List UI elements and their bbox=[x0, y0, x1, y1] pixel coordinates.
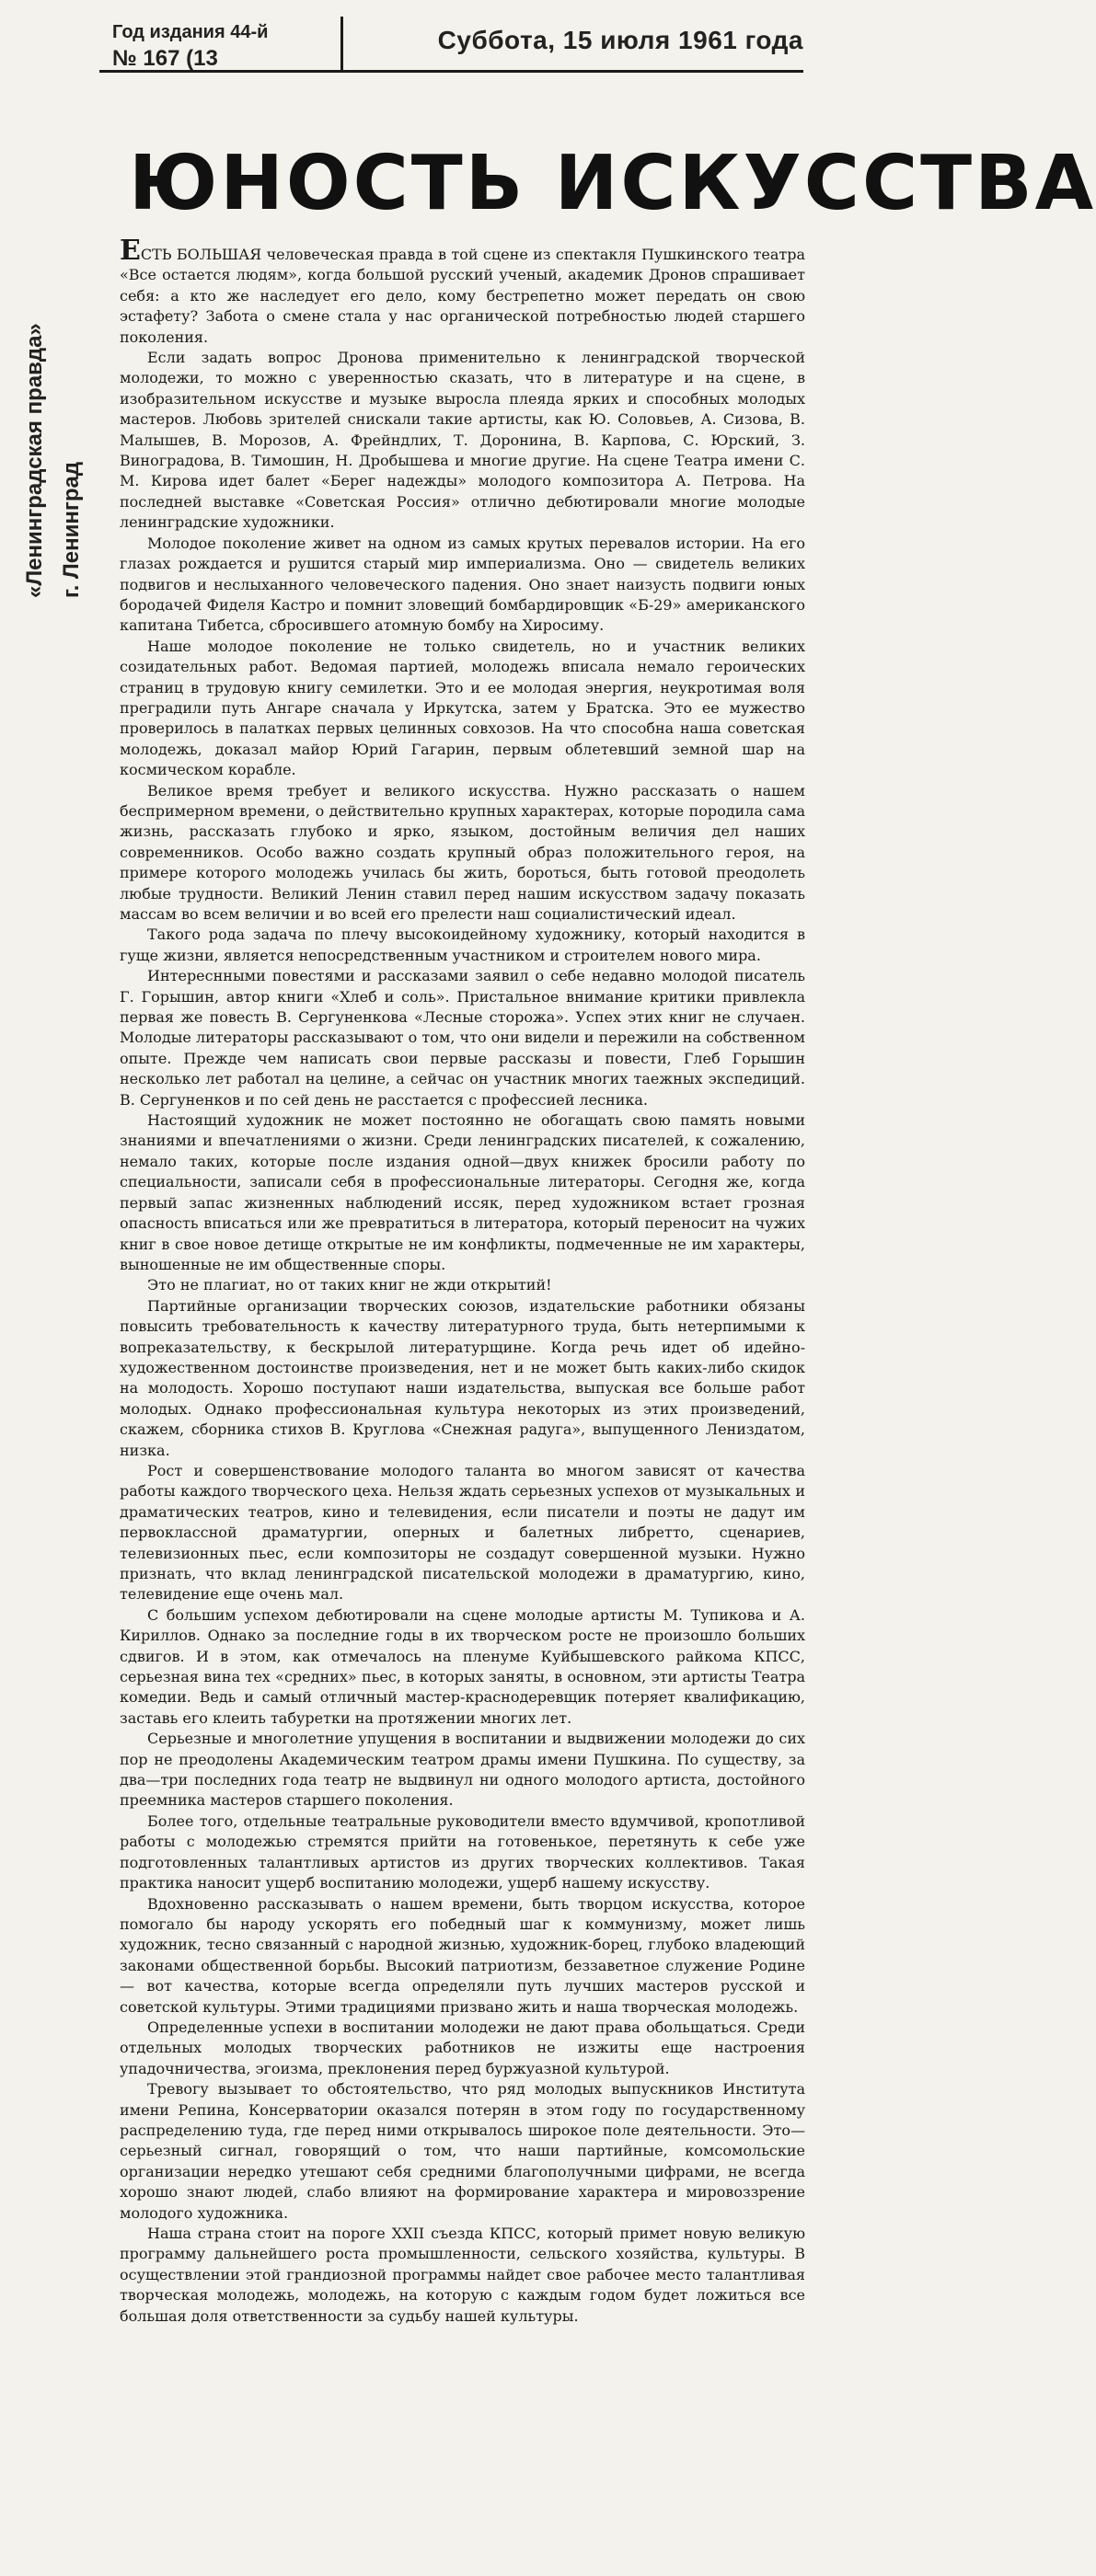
article-paragraph: С большим успехом дебютировали на сцене молодые артисты М. Тупикова и А. Кириллов. Однако за последние годы в их творческом росте не произошло больших сдвигов. И в этом, как отмечалось на пленуме Куйбышевского райкома КПСС, серьезная вина тех «средних» пьес, в которых заняты, в основном, эти артисты Театра комедии. Ведь и самый отличный мастер-краснодеревщик потеряет квалификацию, заставь его клеить табуретки на протяжении многих лет. bbox=[120, 1605, 805, 1727]
issue-number: № 167 (13 bbox=[112, 46, 218, 71]
newspaper-header bbox=[99, 17, 803, 73]
newspaper-city: г. Ленинград bbox=[59, 461, 84, 598]
article-paragraph: Серьезные и многолетние упущения в воспитании и выдвижении молодежи до сих пор не преодолены Академическим театром драмы имени Пушкина. По существу, за два—три последних года театр не выдвинул ни одного молодого артиста, достойного преемника мастеров старшего поколения. bbox=[120, 1730, 805, 1810]
article-title: ЮНОСТЬ ИСКУССТВА bbox=[129, 140, 1096, 227]
article-paragraph: Рост и совершенствование молодого таланта во многом зависят от качества работы каждого творческого цеха. Нельзя ждать серьезных успехов от музыкальных и драматических театров, кино и телевидения, если писатели и поэты не дадут им первоклассной драматургии, оперных и балетных либретто, сценариев, телевизионных пьес, если композиторы не создадут совершенной музыки. Нужно признать, что вклад ленинградской писательской молодежи в драматургию, кино, телевидение еще очень мал. bbox=[120, 1461, 805, 1604]
header-divider bbox=[340, 17, 343, 70]
masthead-text bbox=[17, 304, 90, 598]
article-paragraph: Наша страна стоит на пороге XXII съезда КПСС, который примет новую великую программу дальнейшего роста промышленности, сельского хозяйства, культуры. В осуществлении этой грандиозной программы найдет свое рабочее место талантливая творческая молодежь, молодежь, на которую с каждым годом будет ложиться все большая доля ответственности за судьбу нашей культуры. bbox=[120, 2225, 805, 2325]
article-paragraph: Настоящий художник не может постоянно не обогащать свою память новыми знаниями и впечатлениями о жизни. Среди ленинградских писателей, к сожалению, немало таких, которые после издания одной—двух книжек бросили работу по специальности, записали себя в профессиональные литераторы. Сегодня же, когда первый запас жизненных наблюдений иссяк, перед художником встает грозная опасность вписаться или же превратиться в литератора, который переносит на чужих книг в свое новое детище открытые не им конфликты, подмеченные не им характеры, выношенные не им общественные споры. bbox=[120, 1111, 805, 1273]
article-paragraph: Если задать вопрос Дронова применительно к ленинградской творческой молодежи, то можно с уверенностью сказать, что в литературе и на сцене, в изобразительном искусстве и музыке выросла плеяда ярких и способных молодых мастеров. Любовь зрителей снискали такие артисты, как Ю. Соловьев, А. Сизова, В. Малышев, В. Морозов, А. Фрейндлих, Т. Доронина, В. Карпова, С. Юрский, З. Виноградова, В. Тимошин, Н. Дробышева и многие другие. На сцене Театра имени С. М. Кирова идет балет «Берег надежды» молодого композитора А. Петрова. На последней выставке «Советская Россия» отлично дебютировали многие молодые ленинградские художники. bbox=[120, 349, 805, 532]
paragraph-text: СТЬ БОЛЬШАЯ человеческая правда в той сцене из спектакля Пушкинского театра «Все остается людям», когда большой русский ученый, академик Дронов спрашивает себя: а кто же наследует его дело, кому бестрепетно может передать он свою эстафету? Забота о смене стала у нас органической потребностью людей старшего поколения. bbox=[120, 246, 805, 346]
year-of-publication: Год издания 44-й bbox=[112, 22, 269, 42]
article-body bbox=[120, 235, 805, 2559]
newspaper-name: «Ленинградская правда» bbox=[22, 323, 47, 598]
article-paragraph: Это не плагиат, но от таких книг не жди открытий! bbox=[147, 1276, 552, 1294]
article-paragraph: Интереснными повестями и рассказами заявил о себе недавно молодой писатель Г. Горышин, автор книги «Хлеб и соль». Пристальное внимание критики привлекла первая же повесть В. Сергуненкова «Лесные сторожа». Успех этих книг не случаен. Молодые литераторы рассказывают о том, что они видели и пережили на собственном опыте. Прежде чем написать свои первые рассказы и повести, Глеб Горышин несколько лет работал на целине, а сейчас он участник многих таежных экспедиций. В. Сергуненков и по сей день не расстается с профессией лесника. bbox=[120, 967, 805, 1109]
article-paragraph: Вдохновенно рассказывать о нашем времени, быть творцом искусства, которое помогало бы народу ускорять его победный шаг к коммунизму, может лишь художник, тесно связанный с народной жизнью, художник-борец, глубоко владеющий законами общественной борьбы. Высокий патриотизм, беззаветное служение Родине — вот качества, которые всегда определяли путь лучших мастеров русской и советской культуры. Этими традициями призвано жить и наша творческая молодежь. bbox=[120, 1894, 805, 2016]
newspaper-masthead bbox=[17, 304, 90, 598]
issue-date: Суббота, 15 июля 1961 года bbox=[437, 26, 803, 54]
article-paragraph: Такого рода задача по плечу высокоидейному художнику, который находится в гуще жизни, является непосредственным участником и строителем нового мира. bbox=[120, 926, 805, 964]
drop-initial: Е bbox=[120, 235, 141, 267]
article-paragraph: Великое время требует и великого искусства. Нужно рассказать о нашем беспримерном времени, о действительно крупных характерах, которые породила сама жизнь, рассказать глубоко и ярко, языком, достойным величия дел наших современников. Особо важно создать крупный образ положительного героя, на примере которого молодежь училась бы жить, бороться, быть готовой преодолеть любые трудности. Великий Ленин ставил перед нашим искусством задачу показать массам во всем величии и во всей его прелести наш социалистический идеал. bbox=[120, 781, 805, 923]
article-paragraph: Молодое поколение живет на одном из самых крутых перевалов истории. На его глазах рождается и рушится старый мир империализма. Оно — свидетель великих подвигов и неслыханного человеческого падения. Оно знает наизусть подвиги юных бородачей Фиделя Кастро и помнит зловещий бомбардировщик «Б-29» американского капитана Тибетса, сбросившего атомную бомбу на Хиросиму. bbox=[120, 534, 805, 635]
article-paragraph: Более того, отдельные театральные руководители вместо вдумчивой, кропотливой работы с молодежью стремятся прийти на готовенькое, перетянуть к себе уже подготовленных талантливых артистов из других творческих коллективов. Такая практика наносит ущерб воспитанию молодежи, ущерб нашему искусству. bbox=[120, 1811, 805, 1892]
article-paragraph: Определенные успехи в воспитании молодежи не дают права обольщаться. Среди отдельных молодых творческих работников не изжиты еще настроения упадочничества, эгоизма, преклонения перед буржуазной культурой. bbox=[120, 2018, 805, 2077]
article-paragraph: Наше молодое поколение не только свидетель, но и участник великих созидательных работ. Ведомая партией, молодежь вписала немало героических страниц в трудовую книгу семилетки. Это и ее молодая энергия, неукротимая воля преградили путь Ангаре сначала у Иркутска, затем у Братска. Это ее мужество проверилось в палатках первых целинных совхозов. На что способна наша советская молодежь, доказал майор Юрий Гагарин, первым облетевший земной шар на космическом корабле. bbox=[120, 637, 805, 779]
article-paragraph bbox=[120, 235, 805, 348]
article-paragraph: Партийные организации творческих союзов, издательские работники обязаны повысить требовательность к качеству литературного труда, быть нетерпимыми к вопреказательству, к бескрылой литературщине. Когда речь идет об идейно-художественном достоинстве произведения, нет и не может быть каких-либо скидок на молодость. Хорошо поступают наши издательства, выпуская все больше работ молодых. Однако профессиональная культура некоторых из этих произведений, скажем, сборника стихов В. Круглова «Снежная радуга», выпущенного Лениздатом, низка. bbox=[120, 1296, 805, 1459]
article-paragraph: Тревогу вызывает то обстоятельство, что ряд молодых выпускников Института имени Репина, Консерватории оказался потерян в этом году по государственному распределению туда, где перед ними открывалось широкое поле деятельности. Это—серьезный сигнал, говорящий о том, что наши партийные, комсомольские организации нередко утешают себя средними благополучными цифрами, не всегда хорошо знают людей, слабо влияют на формирование характера и мировоззрение молодого художника. bbox=[120, 2080, 805, 2222]
